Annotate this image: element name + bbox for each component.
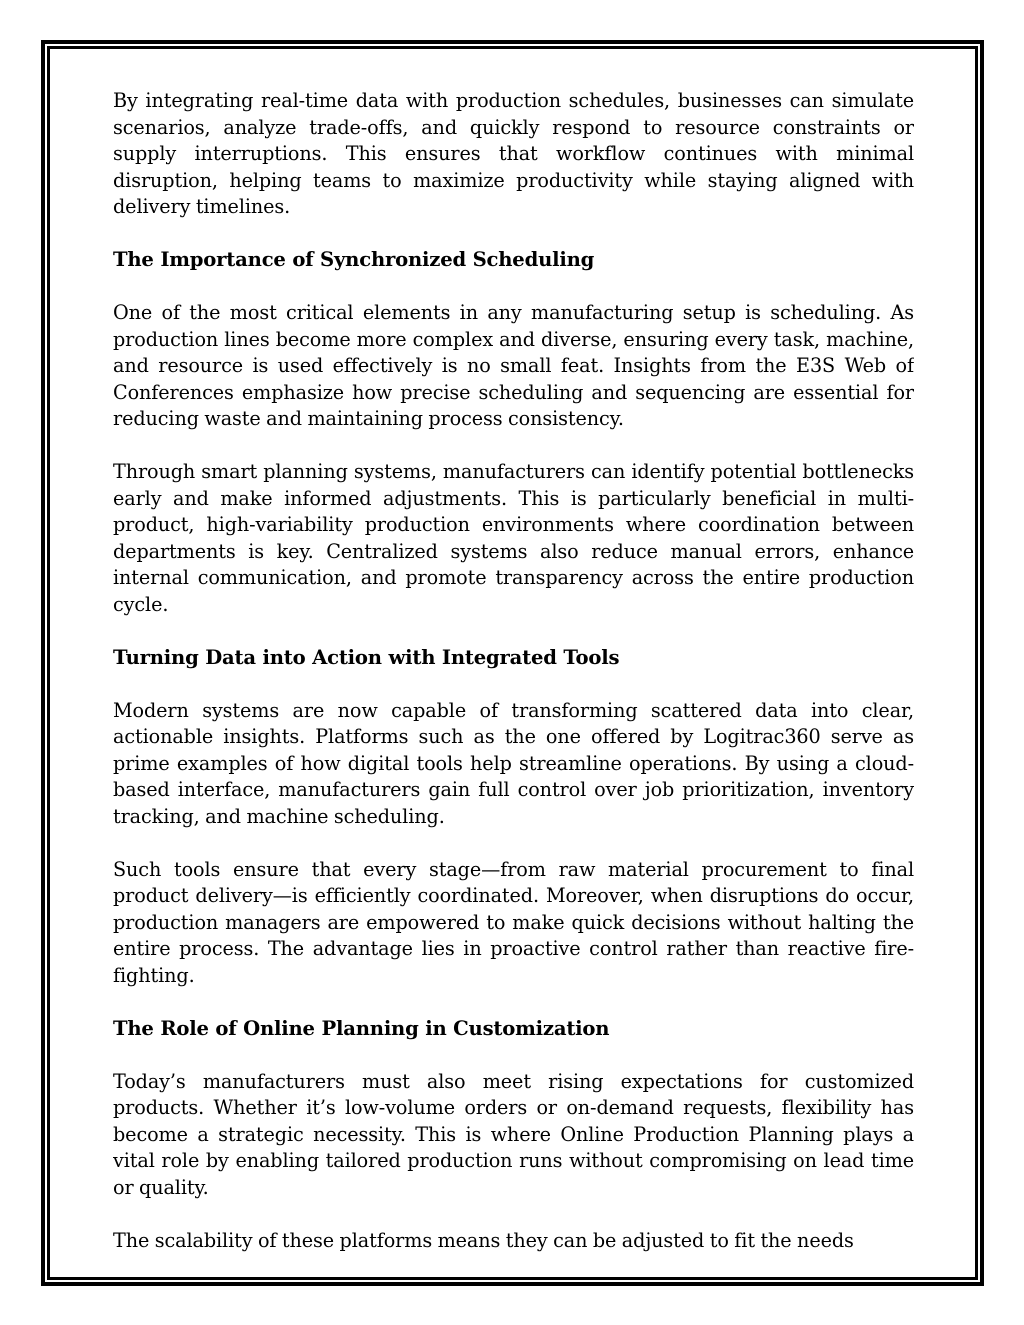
spacer	[113, 830, 914, 857]
spacer	[113, 433, 914, 460]
paragraph-realtime-data: By integrating real-time data with production schedules, businesses can simulate scenarios, analyze trade-offs, and quickly respond to resource constraints or supply interruptions. This ensures that workflow continues with minimal disruption, helping teams to maximize productivity while staying aligned with delivery timelines.	[113, 89, 914, 218]
paragraph-scalability: The scalability of these platforms means they can be adjusted to fit the needs	[113, 1228, 854, 1252]
heading-online-planning-customization: The Role of Online Planning in Customization	[113, 1016, 610, 1040]
paragraph-smart-planning: Through smart planning systems, manufacturers can identify potential bottlenecks early and make informed adjustments. This is particularly beneficial in multi-product, high-variability production environments where coordination between departments is key. Centralized systems also reduce manual errors, enhance internal communication, and promote transparency across the entire production cycle.	[113, 460, 914, 616]
heading-synchronized-scheduling: The Importance of Synchronized Scheduling	[113, 248, 595, 271]
spacer	[113, 618, 914, 645]
paragraph-scheduling-critical: One of the most critical elements in any manufacturing setup is scheduling. As production lines become more complex and diverse, ensuring every task, machine, and resource is used effectively is no small feat. Insights from the E3S Web of Conferences emphasize how precise scheduling and sequencing are essential for reducing waste and maintaining process consistency.	[113, 301, 914, 430]
spacer	[113, 671, 914, 698]
spacer	[113, 1042, 914, 1069]
spacer	[113, 221, 914, 248]
heading-data-into-action: Turning Data into Action with Integrated Tools	[113, 645, 620, 669]
paragraph-todays-manufacturers: Today’s manufacturers must also meet rising expectations for customized products. Whether it’s low-volume orders or on-demand requests, flexibility has become a strategic necessity. This is where Online Production Planning plays a vital role by enabling tailored production runs without compromising on lead time or quality.	[113, 1069, 914, 1199]
paragraph-modern-systems: Modern systems are now capable of transforming scattered data into clear, actionable insights. Platforms such as the one offered by Logitrac360 serve as prime examples of how digital tools help streamline operations. By using a cloud-based interface, manufacturers gain full control over job prioritization, inventory tracking, and machine scheduling.	[113, 698, 914, 828]
spacer	[113, 274, 914, 301]
paragraph-such-tools: Such tools ensure that every stage—from raw material procurement to final product delivery—is efficiently coordinated. Moreover, when disruptions do occur, production managers are empowered to make quick decisions without halting the entire process. The advantage lies in proactive control rather than reactive fire-fighting.	[113, 857, 914, 987]
spacer	[113, 1201, 914, 1228]
spacer	[113, 989, 914, 1016]
document-body	[113, 88, 914, 1268]
